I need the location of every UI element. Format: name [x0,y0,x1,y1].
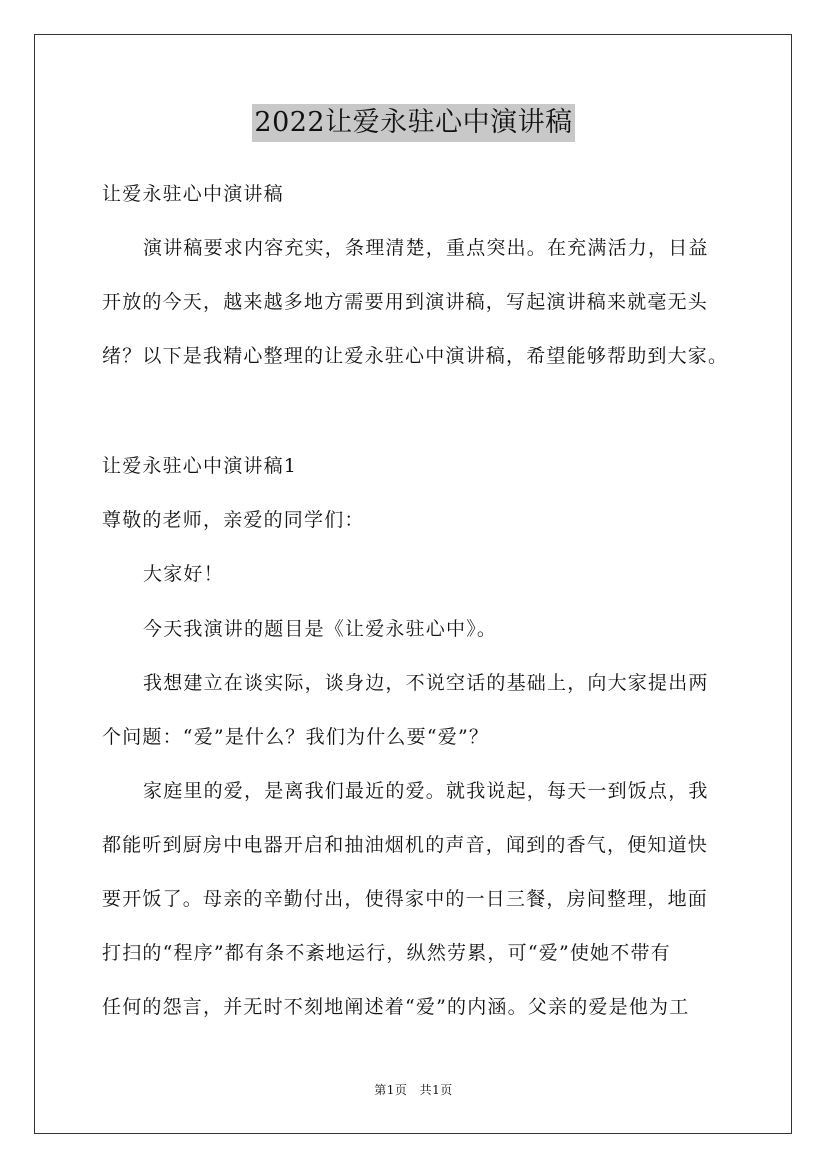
intro-line-2: 开放的今天，越来越多地方需要用到演讲稿，写起演讲稿来就毫无头 [102,291,709,313]
paragraph2-line-4: 打扫的“程序”都有条不紊地运行，纵然劳累，可“爱”使她不带有 [102,942,671,964]
intro-line-3: 绪？以下是我精心整理的让爱永驻心中演讲稿，希望能够帮助到大家。 [102,345,729,367]
hello-line: 大家好！ [143,563,224,585]
topic-line: 今天我演讲的题目是《让爱永驻心中》。 [143,618,498,640]
paragraph2-line-1: 家庭里的爱，是离我们最近的爱。就我说起，每天一到饭点，我 [143,780,709,802]
intro-line-1: 演讲稿要求内容充实，条理清楚，重点突出。在充满活力，日益 [143,237,709,259]
greeting-line: 尊敬的老师，亲爱的同学们： [102,509,365,531]
paragraph2-line-5: 任何的怨言，并无时不刻地阐述着“爱”的内涵。父亲的爱是他为工 [102,996,690,1018]
document-subtitle: 让爱永驻心中演讲稿 [102,183,284,205]
section-heading: 让爱永驻心中演讲稿1 [102,455,298,477]
page-footer [0,1082,827,1098]
paragraph2-line-2: 都能听到厨房中电器开启和抽油烟机的声音，闻到的香气，便知道快 [102,834,709,856]
title-container [0,104,827,142]
paragraph1-line-1: 我想建立在谈实际，谈身边，不说空话的基础上，向大家提出两 [143,672,709,694]
paragraph1-line-2: 个问题：“爱”是什么？我们为什么要“爱”？ [102,726,490,748]
document-title: 2022让爱永驻心中演讲稿 [252,104,574,142]
page-number: 第1页 [374,1083,408,1097]
total-pages: 共1页 [419,1083,453,1097]
paragraph2-line-3: 要开饭了。母亲的辛勤付出，使得家中的一日三餐，房间整理，地面 [102,888,709,910]
